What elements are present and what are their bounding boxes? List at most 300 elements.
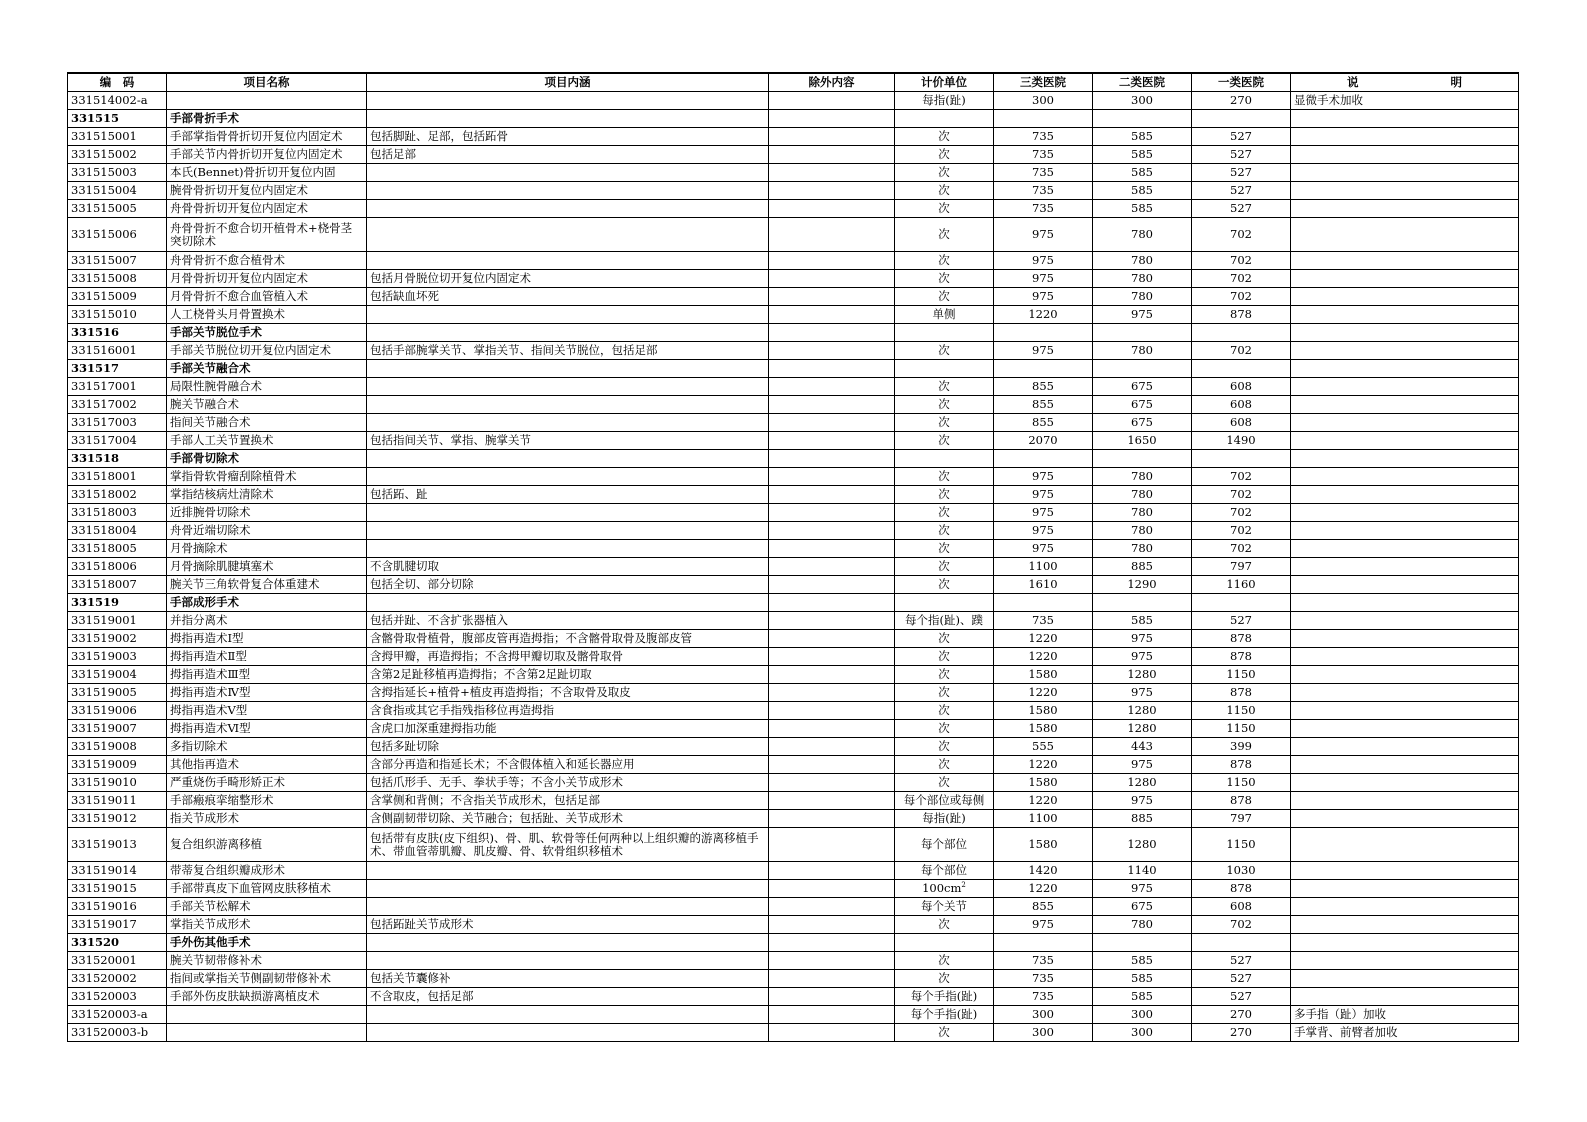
cell-content-text: 含掌侧和背侧；不含指关节成形术，包括足部 xyxy=(370,793,600,807)
cell-name xyxy=(167,522,367,540)
cell-class3-price xyxy=(994,828,1093,862)
cell-note xyxy=(1291,828,1519,862)
cell-class2-price-text: 585 xyxy=(1131,971,1153,985)
cell-class1-price xyxy=(1192,702,1291,720)
cell-class3-price xyxy=(994,378,1093,396)
cell-code-text: 331518005 xyxy=(71,541,137,555)
cell-class3-price-text: 1100 xyxy=(1028,559,1058,573)
cell-class2-price xyxy=(1093,432,1192,450)
cell-content-text: 含拇指延长+植骨+植皮再造拇指；不含取骨及取皮 xyxy=(370,685,631,699)
cell-class2-price xyxy=(1093,576,1192,594)
cell-class3-price-text: 975 xyxy=(1032,487,1054,501)
cell-content xyxy=(367,1024,769,1042)
cell-class1-price xyxy=(1192,558,1291,576)
cell-class1-price-text: 878 xyxy=(1230,881,1252,895)
cell-note xyxy=(1291,648,1519,666)
cell-unit-text: 次 xyxy=(938,129,950,143)
cell-code xyxy=(68,128,167,146)
cell-class3-price-text: 1580 xyxy=(1028,667,1058,681)
category-row xyxy=(68,934,1519,952)
cell-unit-text: 次 xyxy=(938,775,950,789)
cell-class1-price xyxy=(1192,684,1291,702)
cell-exclude xyxy=(769,468,895,486)
cell-unit-text: 次 xyxy=(938,523,950,537)
cell-content xyxy=(367,594,769,612)
cell-note xyxy=(1291,164,1519,182)
cell-class3-price xyxy=(994,880,1093,898)
cell-note xyxy=(1291,576,1519,594)
cell-class1-price-text: 527 xyxy=(1230,165,1252,179)
cell-name-text: 舟骨骨折不愈合切开植骨术+桡骨茎突切除术 xyxy=(170,220,353,248)
cell-class2-price-text: 975 xyxy=(1131,307,1153,321)
cell-exclude xyxy=(769,378,895,396)
cell-class1-price xyxy=(1192,988,1291,1006)
cell-code-text: 331518002 xyxy=(71,487,137,501)
table-row xyxy=(68,414,1519,432)
cell-code xyxy=(68,540,167,558)
cell-content xyxy=(367,828,769,862)
cell-exclude xyxy=(769,630,895,648)
cell-class2-price-text: 675 xyxy=(1131,899,1153,913)
cell-code-text: 331515008 xyxy=(71,271,137,285)
cell-code-text: 331518004 xyxy=(71,523,137,537)
cell-unit xyxy=(895,576,994,594)
cell-name-text: 手部关节脱位切开复位内固定术 xyxy=(170,343,331,357)
cell-class2-price-text: 780 xyxy=(1131,271,1153,285)
cell-class1-price xyxy=(1192,288,1291,306)
cell-unit xyxy=(895,270,994,288)
cell-class2-price-text: 780 xyxy=(1131,505,1153,519)
cell-code-text: 331515001 xyxy=(71,129,137,143)
cell-unit xyxy=(895,540,994,558)
cell-class1-price xyxy=(1192,414,1291,432)
cell-unit xyxy=(895,666,994,684)
cell-name xyxy=(167,396,367,414)
cell-name xyxy=(167,92,367,110)
cell-code xyxy=(68,252,167,270)
cell-class2-price-text: 780 xyxy=(1131,523,1153,537)
cell-class1-price xyxy=(1192,432,1291,450)
cell-unit-text: 次 xyxy=(938,953,950,967)
cell-code xyxy=(68,164,167,182)
cell-class2-price-text: 585 xyxy=(1131,989,1153,1003)
cell-unit xyxy=(895,594,994,612)
table-row xyxy=(68,558,1519,576)
cell-class1-price-text: 878 xyxy=(1230,631,1252,645)
cell-name xyxy=(167,414,367,432)
cell-code-text: 331518007 xyxy=(71,577,137,591)
cell-content-text: 包括带有皮肤(皮下组织)、骨、肌、软骨等任何两种以上组织瓣的游离移植手术、带血管蒂肌瓣、肌皮瓣、骨、软骨组织移植术 xyxy=(370,830,759,858)
cell-code xyxy=(68,558,167,576)
cell-unit-text: 次 xyxy=(938,577,950,591)
cell-unit-text: 次 xyxy=(938,183,950,197)
cell-class2-price xyxy=(1093,450,1192,468)
cell-class2-price xyxy=(1093,360,1192,378)
cell-code xyxy=(68,342,167,360)
category-row xyxy=(68,594,1519,612)
cell-class3-price xyxy=(994,306,1093,324)
cell-class3-price-text: 1220 xyxy=(1028,631,1058,645)
cell-class1-price-text: 797 xyxy=(1230,811,1252,825)
header-class3: 三类医院 xyxy=(994,73,1093,92)
cell-class2-price xyxy=(1093,594,1192,612)
table-row xyxy=(68,648,1519,666)
cell-class2-price xyxy=(1093,558,1192,576)
cell-class3-price-text: 735 xyxy=(1032,971,1054,985)
cell-class3-price-text: 975 xyxy=(1032,253,1054,267)
cell-class3-price xyxy=(994,666,1093,684)
cell-class1-price xyxy=(1192,306,1291,324)
cell-unit xyxy=(895,128,994,146)
cell-name xyxy=(167,1024,367,1042)
cell-code xyxy=(68,828,167,862)
cell-unit xyxy=(895,880,994,898)
cell-unit xyxy=(895,414,994,432)
cell-class2-price xyxy=(1093,828,1192,862)
cell-class1-price-text: 878 xyxy=(1230,307,1252,321)
cell-note-text: 显微手术加收 xyxy=(1294,93,1363,107)
cell-class2-price xyxy=(1093,270,1192,288)
cell-unit xyxy=(895,288,994,306)
cell-content xyxy=(367,1006,769,1024)
cell-note xyxy=(1291,218,1519,252)
table-row xyxy=(68,720,1519,738)
table-row xyxy=(68,342,1519,360)
cell-class1-price xyxy=(1192,218,1291,252)
cell-content-text: 含虎口加深重建拇指功能 xyxy=(370,721,497,735)
cell-class3-price xyxy=(994,934,1093,952)
cell-unit-text: 次 xyxy=(938,415,950,429)
cell-name xyxy=(167,648,367,666)
cell-code-text: 331515006 xyxy=(71,227,137,241)
cell-code-text: 331517002 xyxy=(71,397,137,411)
cell-class2-price xyxy=(1093,684,1192,702)
cell-exclude xyxy=(769,1024,895,1042)
cell-content xyxy=(367,432,769,450)
cell-exclude xyxy=(769,450,895,468)
cell-class3-price xyxy=(994,792,1093,810)
cell-exclude xyxy=(769,128,895,146)
cell-code-text: 331518001 xyxy=(71,469,137,483)
cell-content xyxy=(367,952,769,970)
cell-name-text: 手部关节内骨折切开复位内固定术 xyxy=(170,147,343,161)
cell-class1-price xyxy=(1192,182,1291,200)
cell-class2-price-text: 975 xyxy=(1131,685,1153,699)
cell-class1-price-text: 878 xyxy=(1230,649,1252,663)
cell-class3-price xyxy=(994,576,1093,594)
cell-name xyxy=(167,486,367,504)
cell-class2-price-text: 585 xyxy=(1131,147,1153,161)
cell-exclude xyxy=(769,164,895,182)
cell-class2-price xyxy=(1093,288,1192,306)
cell-class2-price-text: 675 xyxy=(1131,379,1153,393)
cell-name-text: 手部掌指骨骨折切开复位内固定术 xyxy=(170,129,343,143)
cell-unit xyxy=(895,450,994,468)
category-row xyxy=(68,360,1519,378)
cell-content xyxy=(367,774,769,792)
cell-class2-price xyxy=(1093,324,1192,342)
cell-class3-price xyxy=(994,450,1093,468)
cell-code-text: 331517004 xyxy=(71,433,137,447)
cell-class3-price-text: 975 xyxy=(1032,505,1054,519)
cell-unit xyxy=(895,612,994,630)
cell-content xyxy=(367,450,769,468)
cell-name-text: 手部关节松解术 xyxy=(170,899,251,913)
cell-class1-price xyxy=(1192,468,1291,486)
cell-unit xyxy=(895,934,994,952)
cell-name xyxy=(167,684,367,702)
table-row xyxy=(68,880,1519,898)
cell-unit-text: 次 xyxy=(938,685,950,699)
cell-class1-price-text: 527 xyxy=(1230,129,1252,143)
cell-content xyxy=(367,916,769,934)
cell-class3-price xyxy=(994,396,1093,414)
cell-unit xyxy=(895,792,994,810)
cell-code xyxy=(68,880,167,898)
cell-class1-price xyxy=(1192,164,1291,182)
header-content: 项目内涵 xyxy=(367,73,769,92)
cell-name-text: 近排腕骨切除术 xyxy=(170,505,251,519)
cell-unit xyxy=(895,648,994,666)
cell-content xyxy=(367,164,769,182)
cell-content-text: 包括缺血坏死 xyxy=(370,289,439,303)
cell-class2-price xyxy=(1093,702,1192,720)
cell-name xyxy=(167,916,367,934)
cell-class3-price xyxy=(994,432,1093,450)
cell-unit-text: 次 xyxy=(938,379,950,393)
table-row xyxy=(68,92,1519,110)
table-row xyxy=(68,540,1519,558)
cell-unit-text: 次 xyxy=(938,739,950,753)
cell-class1-price-text: 270 xyxy=(1230,1025,1252,1039)
cell-name-text: 月骨骨折不愈合血管植入术 xyxy=(170,289,308,303)
cell-class2-price xyxy=(1093,92,1192,110)
cell-exclude xyxy=(769,540,895,558)
cell-content-text: 包括月骨脱位切开复位内固定术 xyxy=(370,271,531,285)
cell-name-text: 手部成形手术 xyxy=(170,595,239,609)
cell-content xyxy=(367,128,769,146)
cell-class1-price-text: 270 xyxy=(1230,1007,1252,1021)
cell-class3-price-text: 975 xyxy=(1032,271,1054,285)
cell-class1-price xyxy=(1192,128,1291,146)
cell-unit xyxy=(895,522,994,540)
cell-code xyxy=(68,756,167,774)
cell-note xyxy=(1291,522,1519,540)
cell-class3-price-text: 975 xyxy=(1032,469,1054,483)
cell-note xyxy=(1291,810,1519,828)
cell-content xyxy=(367,684,769,702)
cell-class2-price xyxy=(1093,774,1192,792)
cell-class3-price xyxy=(994,468,1093,486)
cell-code xyxy=(68,738,167,756)
cell-name xyxy=(167,288,367,306)
category-row xyxy=(68,324,1519,342)
table-row xyxy=(68,432,1519,450)
cell-name-text: 手部瘢痕挛缩整形术 xyxy=(170,793,274,807)
cell-code xyxy=(68,970,167,988)
cell-unit-text: 次 xyxy=(938,917,950,931)
category-row xyxy=(68,450,1519,468)
cell-class3-price-text: 855 xyxy=(1032,379,1054,393)
cell-class3-price xyxy=(994,558,1093,576)
cell-class1-price-text: 527 xyxy=(1230,613,1252,627)
cell-code-text: 331519017 xyxy=(71,917,137,931)
cell-unit-text: 次 xyxy=(938,271,950,285)
cell-unit-text: 次 xyxy=(938,721,950,735)
cell-class2-price xyxy=(1093,970,1192,988)
cell-note xyxy=(1291,898,1519,916)
cell-code xyxy=(68,576,167,594)
cell-class2-price xyxy=(1093,182,1192,200)
cell-content xyxy=(367,988,769,1006)
cell-exclude xyxy=(769,92,895,110)
cell-name-text: 手部骨切除术 xyxy=(170,451,239,465)
cell-class2-price-text: 1280 xyxy=(1127,667,1157,681)
cell-class1-price xyxy=(1192,576,1291,594)
cell-class2-price-text: 885 xyxy=(1131,559,1153,573)
cell-class3-price xyxy=(994,252,1093,270)
cell-class3-price-text: 735 xyxy=(1032,183,1054,197)
cell-exclude xyxy=(769,414,895,432)
cell-content xyxy=(367,288,769,306)
cell-class1-price-text: 608 xyxy=(1230,379,1252,393)
cell-code-text: 331519013 xyxy=(71,837,137,851)
cell-code-text: 331519002 xyxy=(71,631,137,645)
unit-superscript: 2 xyxy=(961,881,966,890)
cell-content-text: 含食指或其它手指残指移位再造拇指 xyxy=(370,703,554,717)
cell-class1-price-text: 608 xyxy=(1230,415,1252,429)
cell-name-text: 手部骨折手术 xyxy=(170,111,239,125)
cell-unit xyxy=(895,756,994,774)
cell-note xyxy=(1291,342,1519,360)
cell-class3-price xyxy=(994,738,1093,756)
cell-code xyxy=(68,468,167,486)
cell-class3-price-text: 735 xyxy=(1032,165,1054,179)
cell-class3-price-text: 975 xyxy=(1032,289,1054,303)
cell-name-text: 腕关节韧带修补术 xyxy=(170,953,262,967)
cell-class1-price xyxy=(1192,110,1291,128)
cell-class2-price xyxy=(1093,218,1192,252)
cell-class3-price xyxy=(994,916,1093,934)
cell-class1-price xyxy=(1192,756,1291,774)
cell-class1-price-text: 702 xyxy=(1230,541,1252,555)
cell-name xyxy=(167,306,367,324)
cell-name xyxy=(167,558,367,576)
cell-class1-price xyxy=(1192,540,1291,558)
cell-class2-price xyxy=(1093,146,1192,164)
cell-name xyxy=(167,128,367,146)
cell-content-text: 包括多趾切除 xyxy=(370,739,439,753)
cell-code-text: 331519004 xyxy=(71,667,137,681)
cell-content xyxy=(367,360,769,378)
cell-unit-text: 单侧 xyxy=(932,307,956,321)
cell-code-text: 331517003 xyxy=(71,415,137,429)
cell-note xyxy=(1291,110,1519,128)
table-row xyxy=(68,828,1519,862)
header-class2: 二类医院 xyxy=(1093,73,1192,92)
cell-name-text: 带蒂复合组织瓣成形术 xyxy=(170,863,285,877)
cell-name xyxy=(167,792,367,810)
cell-class2-price xyxy=(1093,128,1192,146)
cell-class3-price-text: 300 xyxy=(1032,1025,1054,1039)
cell-note-text: 手掌背、前臂者加收 xyxy=(1294,1025,1398,1039)
cell-name xyxy=(167,540,367,558)
cell-exclude xyxy=(769,774,895,792)
cell-name-text: 拇指再造术Ⅱ型 xyxy=(170,649,247,663)
cell-exclude xyxy=(769,970,895,988)
cell-unit xyxy=(895,898,994,916)
cell-code-text: 331518006 xyxy=(71,559,137,573)
header-code: 编 码 xyxy=(68,73,167,92)
cell-unit xyxy=(895,486,994,504)
table-row xyxy=(68,898,1519,916)
cell-class1-price-text: 702 xyxy=(1230,469,1252,483)
cell-class1-price-text: 702 xyxy=(1230,343,1252,357)
cell-class3-price xyxy=(994,720,1093,738)
cell-name-text: 指间关节融合术 xyxy=(170,415,251,429)
cell-code-text: 331516001 xyxy=(71,343,137,357)
cell-unit-text: 每个指(趾)、蹼 xyxy=(905,613,983,627)
cell-name-text: 其他指再造术 xyxy=(170,757,239,771)
cell-code xyxy=(68,486,167,504)
cell-class2-price-text: 1280 xyxy=(1127,837,1157,851)
cell-unit xyxy=(895,810,994,828)
cell-unit xyxy=(895,306,994,324)
cell-name xyxy=(167,970,367,988)
table-body xyxy=(68,92,1519,1042)
cell-class1-price-text: 878 xyxy=(1230,757,1252,771)
cell-name-text: 拇指再造术Ⅰ型 xyxy=(170,631,244,645)
cell-class1-price xyxy=(1192,270,1291,288)
table-row xyxy=(68,756,1519,774)
cell-unit-text: 每个部位 xyxy=(921,863,967,877)
cell-unit-text: 次 xyxy=(938,649,950,663)
table-row xyxy=(68,1024,1519,1042)
cell-note xyxy=(1291,988,1519,1006)
cell-name-text: 拇指再造术Ⅳ型 xyxy=(170,685,251,699)
cell-class1-price-text: 399 xyxy=(1230,739,1252,753)
cell-class1-price xyxy=(1192,898,1291,916)
table-row xyxy=(68,164,1519,182)
cell-name-text: 多指切除术 xyxy=(170,739,228,753)
cell-class1-price-text: 527 xyxy=(1230,183,1252,197)
cell-class1-price xyxy=(1192,486,1291,504)
cell-name xyxy=(167,576,367,594)
cell-code-text: 331519009 xyxy=(71,757,137,771)
cell-class3-price xyxy=(994,522,1093,540)
cell-name-text: 指关节成形术 xyxy=(170,811,239,825)
cell-class2-price xyxy=(1093,396,1192,414)
table-row xyxy=(68,612,1519,630)
cell-class1-price xyxy=(1192,324,1291,342)
cell-unit xyxy=(895,738,994,756)
cell-unit xyxy=(895,146,994,164)
cell-code xyxy=(68,504,167,522)
cell-class2-price-text: 780 xyxy=(1131,469,1153,483)
cell-class3-price xyxy=(994,684,1093,702)
cell-note xyxy=(1291,594,1519,612)
cell-content xyxy=(367,630,769,648)
cell-class2-price xyxy=(1093,720,1192,738)
cell-unit xyxy=(895,952,994,970)
cell-content xyxy=(367,666,769,684)
cell-note xyxy=(1291,612,1519,630)
cell-code-text: 331520003-a xyxy=(71,1007,148,1021)
cell-content xyxy=(367,792,769,810)
cell-class3-price xyxy=(994,612,1093,630)
cell-code xyxy=(68,306,167,324)
cell-class3-price xyxy=(994,862,1093,880)
